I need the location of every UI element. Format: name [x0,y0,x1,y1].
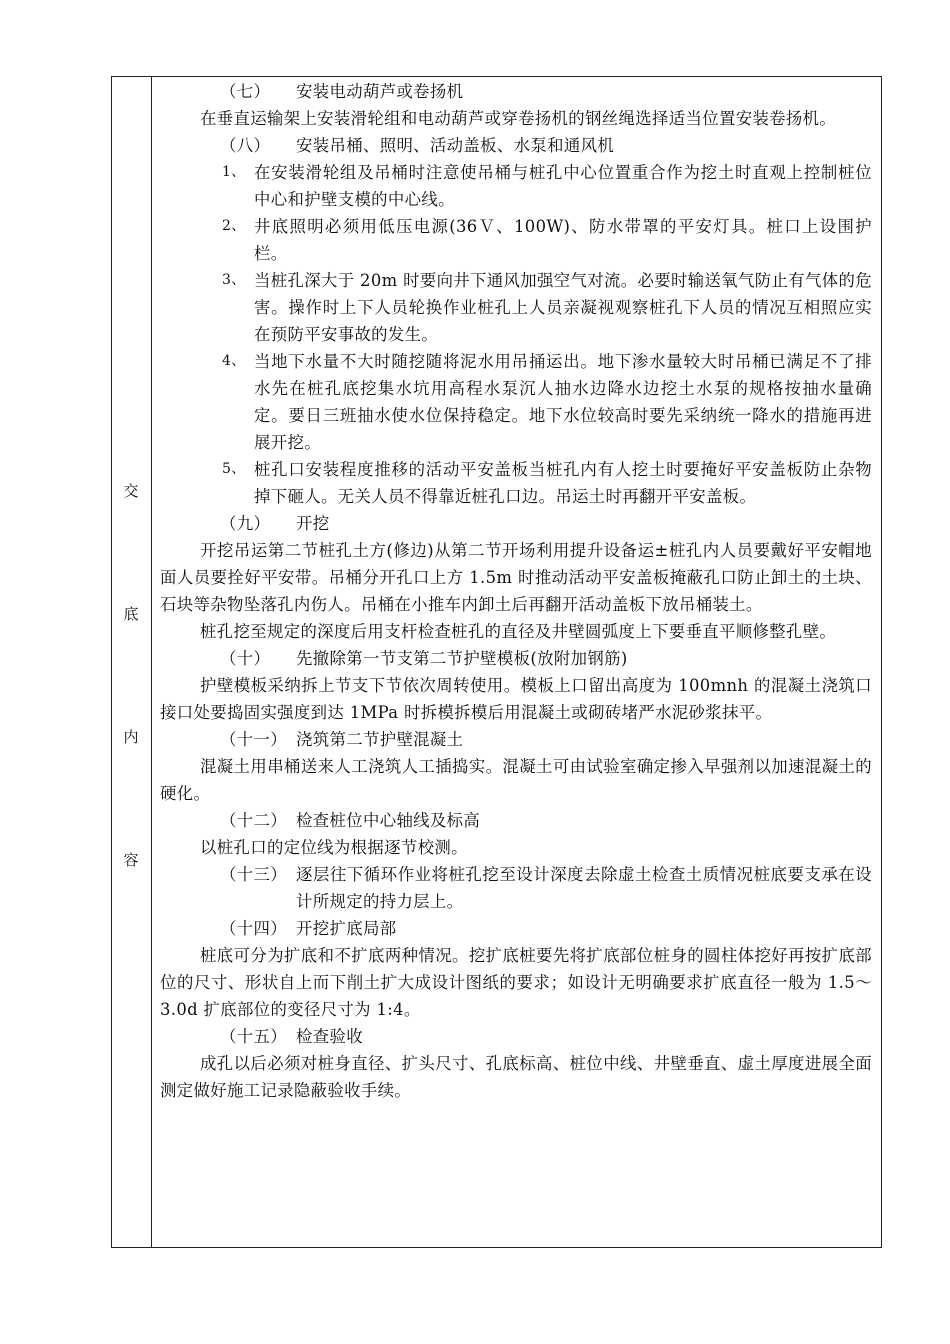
side-label-char: 内 [123,728,139,746]
content-cell [160,78,872,1104]
section-title: 检查验收 [296,1027,363,1046]
list-text: 在安装滑轮组及吊桶时注意使吊桶与桩孔中心位置重合作为挖土时直观上控制桩位中心和护壁支模的中心线。 [254,163,872,209]
paragraph: 桩底可分为扩底和不扩底两种情况。挖扩底桩要先将扩底部位桩身的圆柱体挖好再按扩底部位的尺寸、形状自上而下削土扩大成设计图纸的要求；如设计无明确要求扩底直径一般为 1.5～3.0d 扩底部位的变径尺寸为 1:4。 [160,946,872,1019]
section-number: （十） [220,649,271,668]
list-item [160,159,872,213]
section-heading [160,645,872,672]
list-text: 当地下水量不大时随挖随将泥水用吊捅运出。地下渗水量较大时吊桶已满足不了排水先在桩孔底挖集水坑用高程水泵沉人抽水边降水边挖土水泵的规格按抽水量确定。要日三班抽水使水位保持稳定。地下水位较高时要先采纳统一降水的措施再进展开挖。 [254,352,872,452]
section-title: 检查桩位中心轴线及标高 [296,811,481,830]
list-number: 2、 [222,218,246,234]
section-heading [160,78,872,105]
list-number: 5、 [222,461,246,477]
section-title: 开挖扩底局部 [296,919,397,938]
section-number: （十五） [220,1027,287,1046]
list-text: 桩孔口安装程度推移的活动平安盖板当桩孔内有人挖土时要掩好平安盖板防止杂物掉下砸人。无关人员不得靠近桩孔口边。吊运土时再翻开平安盖板。 [254,460,872,506]
paragraph: 桩孔挖至规定的深度后用支杆检查桩孔的直径及井壁圆弧度上下要垂直平顺修整孔壁。 [200,622,837,641]
section-heading [160,807,872,834]
paragraph: 开挖吊运第二节桩孔土方(修边)从第二节开场利用提升设备运±桩孔内人员要戴好平安帽地面人员要拴好平安带。吊桶分开孔口上方 1.5m 时推动活动平安盖板掩蔽孔口防止卸土的土块、石块等杂物坠落孔内伤人。吊桶在小推车内卸土后再翻开活动盖板下放吊桶装土。 [160,541,872,614]
section-heading [160,1023,872,1050]
list-number: 3、 [222,272,246,288]
column-divider [151,76,152,1248]
section-title: 逐层往下循环作业将桩孔挖至设计深度去除虚土检查土质情况桩底要支承在设计所规定的持力层上。 [296,865,872,911]
paragraph: 成孔以后必须对桩身直径、扩头尺寸、孔底标高、桩位中线、井壁垂直、虚土厚度进展全面测定做好施工记录隐蔽验收手续。 [160,1054,872,1100]
list-item [160,267,872,348]
section-title: 浇筑第二节护壁混凝土 [296,730,464,749]
section-number: （七） [220,82,271,101]
paragraph: 护壁模板采纳拆上节支下节依次周转使用。模板上口留出高度为 100mnh 的混凝土浇筑口接口处要捣固实强度到达 1MPa 时拆模拆模后用混凝土或砌砖堵严水泥砂浆抹平。 [160,676,872,722]
list-number: 4、 [222,353,246,369]
section-number: （八） [220,136,271,155]
paragraph: 混凝土用串桶送来人工浇筑人工插捣实。混凝土可由试验室确定掺入早强剂以加速混凝土的硬化。 [160,757,872,803]
section-heading [160,132,872,159]
section-title: 开挖 [296,514,330,533]
side-label-char: 交 [123,482,139,500]
section-heading [160,915,872,942]
side-label-char: 容 [123,851,139,869]
section-heading [160,510,872,537]
section-number: （十三） [220,865,287,884]
section-number: （十二） [220,811,287,830]
paragraph: 以桩孔口的定位线为根据逐节校测。 [200,838,468,857]
list-text: 井底照明必须用低压电源(36Ｖ、100W)、防水带罩的平安灯具。桩口上设围护栏。 [254,217,872,263]
section-number: （九） [220,514,271,533]
list-text: 当桩孔深大于 20m 时要向井下通风加强空气对流。必要时输送氧气防止有气体的危害。操作时上下人员轮换作业桩孔上人员亲凝视观察桩孔下人员的情况互相照应实在预防平安事故的发生。 [254,271,872,344]
section-number: （十四） [220,919,287,938]
list-item [160,213,872,267]
section-title: 先撤除第一节支第二节护壁模板(放附加钢筋) [296,649,628,668]
list-number: 1、 [222,164,246,180]
section-heading [160,726,872,753]
section-heading [160,861,872,915]
section-number: （十一） [220,730,287,749]
section-title: 安装吊桶、照明、活动盖板、水泵和通风机 [296,136,615,155]
list-item [160,348,872,456]
side-label-char: 底 [123,605,139,623]
section-title: 安装电动葫芦或卷扬机 [296,82,464,101]
list-item [160,456,872,510]
paragraph: 在垂直运输架上安装滑轮组和电动葫芦或穿卷扬机的钢丝绳选择适当位置安装卷扬机。 [200,109,837,128]
